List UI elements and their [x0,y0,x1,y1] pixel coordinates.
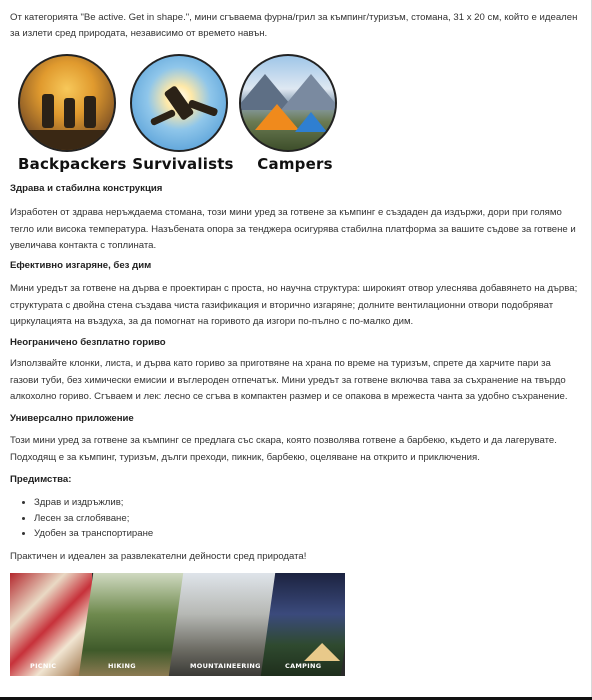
section-text-construction: Изработен от здрава неръждаема стомана, този мини уред за готвене за къмпинг е създаден да издържи, дори при голямо тегло или висока температура. Назъбената опора за тенджера осигурява стабилна платформа за вашите съдове за готвене и увеличава контакта с топлината. [10,207,576,251]
backpackers-caption: Backpackers [18,155,127,173]
picnic-photo [10,573,92,676]
activities-collage-image [10,573,345,676]
survivalists-caption: Survivalists [132,155,234,173]
section-text-fuel: Използвайте клонки, листа, и дърва като гориво за приготвяне на храна по време на туризъм, спрете да харчите пари за газови туби, без химически емисии и въглероден отпечатък. Мини уредът за готвене включва тава за съхранение на твърдо алкохолно гориво. Сгъваем и лек: лесно се сгъва в компактен размер и се опакова в мрежеста чанта за удобно съхранение. [10,358,568,402]
list-item: • Здрав и издръжлив; [34,495,153,511]
intro-paragraph: От категорията "Be active. Get in shape.", мини сгъваема фурна/грил за къмпинг/туризъм, стомана, 31 x 20 см, който е идеален за излети сред природата, независимо от времето навън. [10,12,578,39]
picnic-label: PICNIC [30,662,57,670]
list-item: • Лесен за сглобяване; [34,511,153,527]
mountaineering-label: MOUNTAINEERING [190,662,261,670]
campers-caption: Campers [257,155,333,173]
survivalists-photo [130,54,228,152]
camping-photo [261,573,345,676]
section-heading-fuel: Неограничено безплатно гориво [10,337,166,348]
advantages-heading: Предимства: [10,474,72,485]
section-heading-burning: Ефективно изгаряне, без дим [10,260,152,271]
hiking-photo [79,573,185,676]
section-text-burning: Мини уредът за готвене на дърва е проектиран с проста, но научна структура: широкият отвор улеснява добавянето на дърва; структурата с двойна стена създава чиста газификация и вторично изгаряне; долните вентилационни отвори подобряват циркулацията на въздуха, за да помогнат на горивото да изгори по-пълно с по-малко дим. [10,283,578,327]
hiking-label: HIKING [108,662,136,670]
campers-photo [239,54,337,152]
list-item: • Удобен за транспортиране [34,526,153,542]
backpackers-photo [18,54,116,152]
closing-text: Практичен и идеален за развлекателни дейности сред природата! [10,551,307,562]
advantages-list [22,495,153,542]
section-text-usage: Този мини уред за готвене за къмпинг се предлага със скара, която позволява готвене а барбекю, където и да лагерувате. Подходящ е за къмпинг, туризъм, дълги преходи, пикник, барбекю, оцеляване на открито и приключения. [10,435,557,463]
section-heading-construction: Здрава и стабилна конструкция [10,183,163,194]
camping-label: CAMPING [285,662,322,670]
activity-banner-image [18,54,338,174]
section-heading-usage: Универсално приложение [10,413,134,424]
